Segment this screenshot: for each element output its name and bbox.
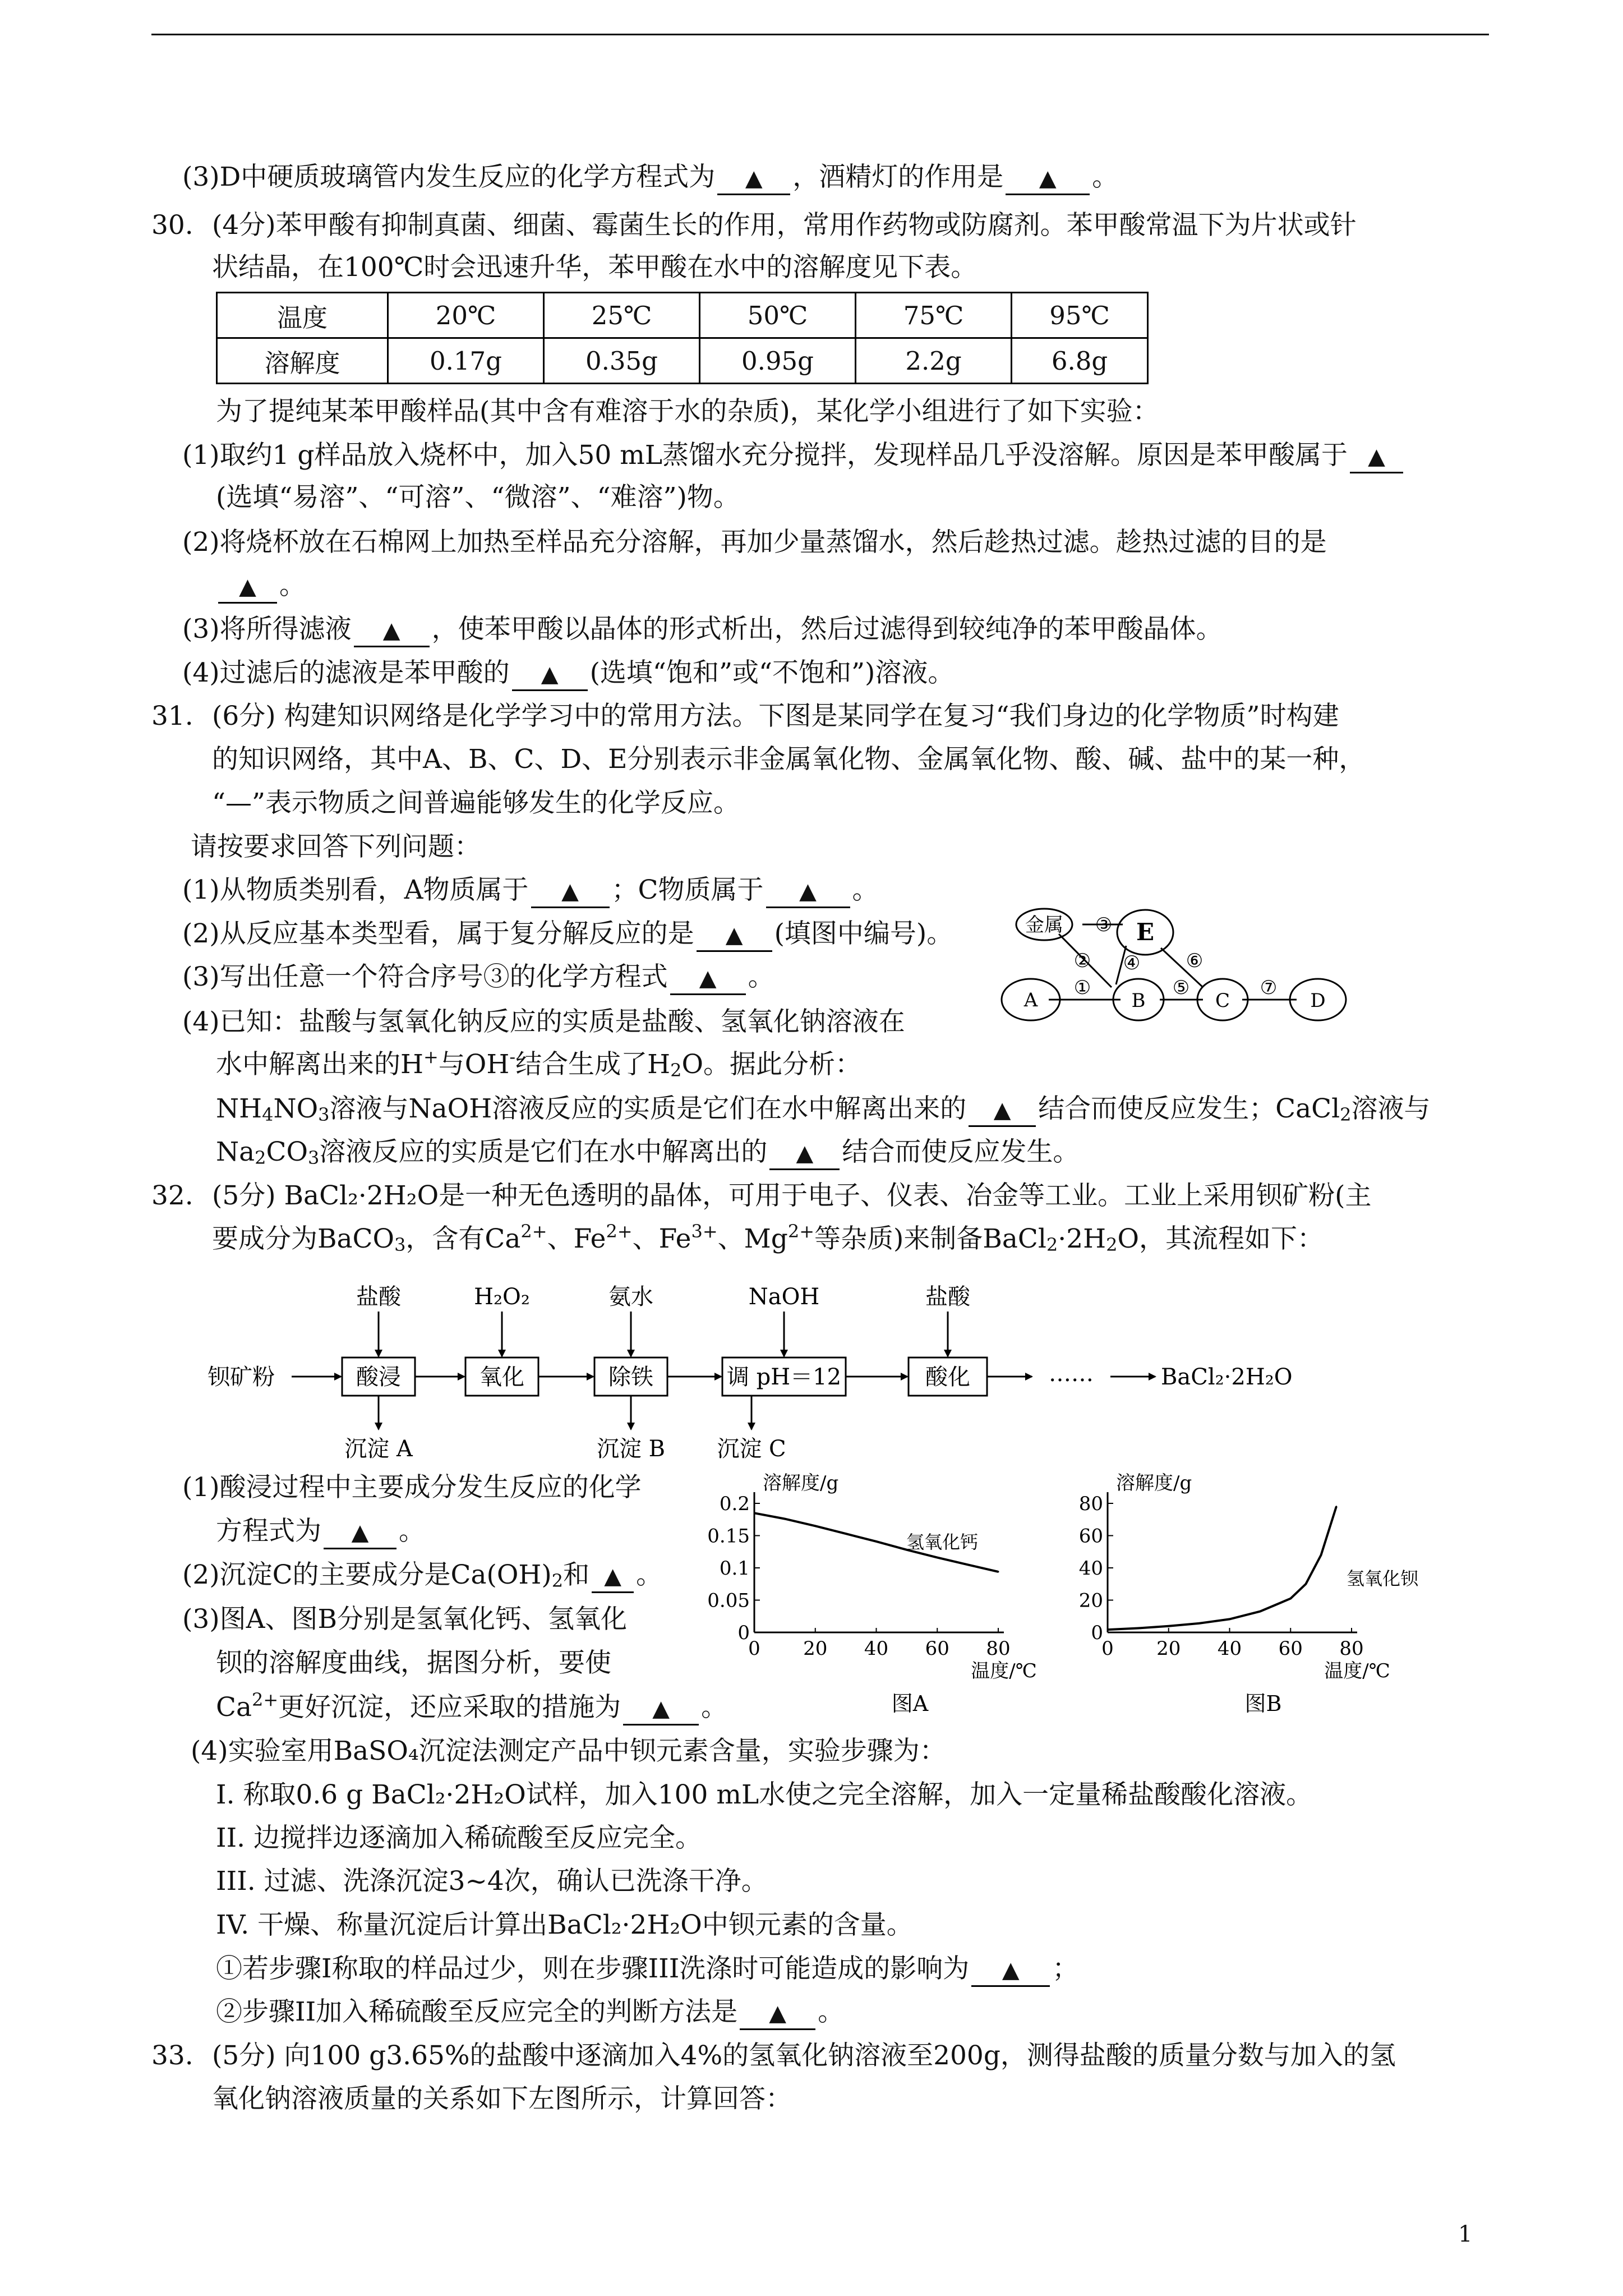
q31-p3-text: (3)写出任意一个符合序号③的化学方程式 bbox=[182, 961, 668, 992]
data-point bbox=[1290, 1598, 1292, 1599]
series-label: 氢氧化钡 bbox=[1346, 1568, 1419, 1589]
q31-p4-line3 bbox=[216, 1091, 1431, 1127]
subscript: 2 bbox=[1340, 1104, 1352, 1125]
x-tick-label: 0 bbox=[1101, 1637, 1114, 1660]
table-row bbox=[217, 293, 1148, 338]
q32-question-a bbox=[216, 1951, 1078, 1987]
answer-blank[interactable] bbox=[969, 1094, 1036, 1127]
punct: 。 bbox=[818, 1996, 845, 2027]
y-tick-label: 0 bbox=[737, 1622, 750, 1644]
q30-p3-text: (3)将所得滤液 bbox=[182, 614, 352, 645]
answer-triangle-icon: ▲ bbox=[699, 965, 717, 991]
data-point bbox=[1259, 1611, 1261, 1612]
node-B-label: B bbox=[1131, 990, 1146, 1012]
q30-line1: (4分)苯甲酸有抑制真菌、细菌、霉菌生长的作用，常用作药物或防腐剂。苯甲酸常温下为片状或针 bbox=[212, 210, 1357, 241]
process-flow-diagram bbox=[191, 1279, 1368, 1464]
q30-p1 bbox=[182, 438, 1405, 473]
x-axis-label: 温度/℃ bbox=[971, 1660, 1037, 1682]
subscript: 2 bbox=[1106, 1234, 1118, 1255]
answer-triangle-icon: ▲ bbox=[993, 1097, 1011, 1123]
text: 溶液与 bbox=[1351, 1093, 1431, 1124]
text: CO bbox=[266, 1137, 308, 1167]
text: 方程式为 bbox=[216, 1516, 321, 1547]
text: O。据此分析： bbox=[681, 1049, 862, 1080]
text: 、Mg bbox=[717, 1223, 788, 1254]
series-label: 氢氧化钙 bbox=[906, 1531, 979, 1553]
x-tick-label: 40 bbox=[1217, 1637, 1242, 1660]
flow-start-label: 钡矿粉 bbox=[208, 1364, 275, 1390]
text: 等杂质)来制备BaCl bbox=[814, 1223, 1046, 1254]
answer-blank[interactable] bbox=[971, 1954, 1050, 1987]
data-point bbox=[1107, 1629, 1109, 1631]
node-C-label: C bbox=[1215, 990, 1230, 1012]
q30-p2-line2 bbox=[216, 568, 306, 604]
answer-triangle-icon: ▲ bbox=[769, 2000, 787, 2026]
answer-triangle-icon: ▲ bbox=[1002, 1957, 1020, 1983]
data-point bbox=[1275, 1604, 1276, 1606]
q32-step2: II. 边搅拌边逐滴加入稀硫酸至反应完全。 bbox=[216, 1823, 702, 1853]
y-tick-label: 0.2 bbox=[719, 1493, 750, 1515]
answer-blank[interactable] bbox=[717, 162, 790, 195]
subscript: 3 bbox=[394, 1234, 406, 1255]
q30-p1-line2: (选填“易溶”、“可溶”、“微溶”、“难溶”)物。 bbox=[216, 482, 740, 513]
y-tick-label: 80 bbox=[1078, 1493, 1103, 1515]
table-cell: 0.17g bbox=[388, 338, 544, 384]
answer-triangle-icon: ▲ bbox=[541, 661, 559, 687]
q30-number: 30. bbox=[151, 210, 193, 241]
x-tick-label: 20 bbox=[803, 1637, 828, 1660]
q31-p1 bbox=[182, 872, 879, 908]
y-tick-label: 0.05 bbox=[707, 1589, 750, 1612]
answer-triangle-icon: ▲ bbox=[725, 922, 743, 948]
q30-p4-text: (4)过滤后的滤液是苯甲酸的 bbox=[182, 657, 510, 688]
answer-triangle-icon: ▲ bbox=[745, 165, 763, 191]
table-cell: 20℃ bbox=[388, 293, 544, 338]
q33-line2: 氧化钠溶液质量的关系如下左图所示，计算回答： bbox=[212, 2083, 792, 2114]
answer-blank[interactable] bbox=[766, 875, 850, 908]
q32-p2 bbox=[182, 1557, 662, 1593]
step-label: 酸浸 bbox=[356, 1364, 401, 1390]
answer-triangle-icon: ▲ bbox=[652, 1696, 670, 1722]
answer-blank[interactable] bbox=[354, 614, 430, 647]
y-tick-label: 0.1 bbox=[719, 1557, 750, 1580]
subscript: 2 bbox=[1046, 1234, 1058, 1255]
answer-triangle-icon: ▲ bbox=[796, 1140, 814, 1166]
text: (2)沉淀C的主要成分是Ca(OH) bbox=[182, 1559, 552, 1590]
q31-p2-text: (2)从反应基本类型看，属于复分解反应的是 bbox=[182, 918, 694, 949]
reagent-label: 盐酸 bbox=[356, 1284, 401, 1310]
q29-part3 bbox=[182, 159, 1118, 195]
answer-blank[interactable] bbox=[531, 875, 610, 908]
chart-b-plot bbox=[1079, 1472, 1419, 1716]
data-point bbox=[1320, 1554, 1322, 1556]
q31-line2: 的知识网络，其中A、B、C、D、E分别表示非金属氧化物、金属氧化物、酸、碱、盐中的某一种， bbox=[212, 744, 1366, 775]
q32-p3-line2: 钡的溶解度曲线，据图分析，要使 bbox=[216, 1648, 611, 1678]
chart-b-barium-hydroxide bbox=[1066, 1472, 1424, 1717]
q31-p2-text2: (填图中编号)。 bbox=[774, 918, 953, 949]
top-rule bbox=[151, 34, 1489, 35]
answer-triangle-icon: ▲ bbox=[239, 574, 256, 600]
edge-label-7: ⑦ bbox=[1260, 977, 1278, 999]
q30-p3 bbox=[182, 611, 1223, 647]
text: 结合而使反应发生；CaCl bbox=[1038, 1093, 1340, 1124]
text: 与OH bbox=[438, 1049, 510, 1080]
x-tick-label: 40 bbox=[864, 1637, 889, 1660]
q31-p1-text: (1)从物质类别看，A物质属于 bbox=[182, 875, 529, 905]
subscript: 3 bbox=[308, 1147, 320, 1168]
chart-a-plot bbox=[707, 1472, 1036, 1716]
text: ·2H bbox=[1058, 1223, 1106, 1254]
text: ①若步骤I称取的样品过少，则在步骤III洗涤时可能造成的影响为 bbox=[216, 1953, 970, 1984]
reagent-label: 氨水 bbox=[608, 1284, 653, 1310]
data-point bbox=[754, 1512, 755, 1514]
table-cell: 温度 bbox=[217, 293, 388, 338]
edge-label-4: ④ bbox=[1123, 952, 1141, 974]
data-point bbox=[1168, 1625, 1169, 1627]
data-point bbox=[1335, 1506, 1337, 1507]
series-line bbox=[1108, 1507, 1336, 1630]
q32-p4-head: (4)实验室用BaSO₄沉淀法测定产品中钡元素含量，实验步骤为： bbox=[191, 1736, 946, 1766]
text: 溶液与NaOH溶液反应的实质是它们在水中解离出来的 bbox=[329, 1093, 967, 1124]
text: 和 bbox=[563, 1559, 590, 1590]
q31-line1: (6分) 构建知识网络是化学学习中的常用方法。下图是某同学在复习“我们身边的化学物质”时构建 bbox=[212, 701, 1339, 731]
superscript: 2+ bbox=[251, 1689, 279, 1710]
page-number: 1 bbox=[1458, 2221, 1473, 2247]
q31-p1-text2: ；C物质属于 bbox=[611, 875, 764, 905]
q32-step3: III. 过滤、洗涤沉淀3~4次，确认已洗涤干净。 bbox=[216, 1866, 768, 1897]
answer-triangle-icon: ▲ bbox=[351, 1520, 369, 1545]
subscript: 2 bbox=[551, 1570, 564, 1591]
flow-ellipsis: …… bbox=[1049, 1361, 1094, 1387]
q32-p1-line2 bbox=[216, 1513, 425, 1549]
answer-triangle-icon: ▲ bbox=[799, 878, 817, 904]
data-point bbox=[1198, 1622, 1200, 1624]
q31-line3: “—”表示物质之间普遍能够发生的化学反应。 bbox=[212, 788, 740, 818]
answer-triangle-icon: ▲ bbox=[604, 1563, 621, 1589]
superscript: 3+ bbox=[691, 1221, 718, 1242]
q30-p2-line1: (2)将烧杯放在石棉网上加热至样品充分溶解，再加少量蒸馏水，然后趁热过滤。趁热过滤的目的是 bbox=[182, 527, 1327, 558]
q30-p4 bbox=[182, 655, 954, 691]
superscript: 2+ bbox=[606, 1221, 633, 1242]
x-tick-label: 0 bbox=[748, 1637, 760, 1660]
q30-p4-text2: (选填“饱和”或“不饱和”)溶液。 bbox=[589, 657, 955, 688]
table-cell: 25℃ bbox=[544, 293, 700, 338]
q31-p4-line2 bbox=[216, 1047, 861, 1083]
text: 、Fe bbox=[547, 1223, 606, 1254]
precipitate-label: 沉淀 C bbox=[717, 1436, 786, 1462]
text: 溶液反应的实质是它们在水中解离出的 bbox=[319, 1137, 768, 1167]
data-point bbox=[967, 1564, 969, 1566]
q30-p3-text2: ，使苯甲酸以晶体的形式析出，然后过滤得到较纯净的苯甲酸晶体。 bbox=[431, 614, 1223, 645]
x-tick-label: 60 bbox=[925, 1637, 949, 1660]
precipitate-label: 沉淀 A bbox=[344, 1436, 413, 1462]
knowledge-network-diagram bbox=[998, 909, 1363, 1055]
superscript: 2+ bbox=[520, 1221, 547, 1242]
table-cell: 溶解度 bbox=[217, 338, 388, 384]
answer-blank[interactable] bbox=[218, 570, 277, 604]
table-cell: 50℃ bbox=[700, 293, 856, 338]
precipitate-label: 沉淀 B bbox=[596, 1436, 666, 1462]
chart-title: 图B bbox=[1244, 1691, 1282, 1716]
q32-p3-line1: (3)图A、图B分别是氢氧化钙、氢氧化 bbox=[182, 1604, 628, 1635]
q32-number: 32. bbox=[151, 1180, 193, 1211]
punct: 。 bbox=[701, 1692, 728, 1723]
punct: 。 bbox=[852, 875, 879, 905]
punct: ； bbox=[1052, 1953, 1079, 1984]
solubility-table bbox=[216, 292, 1149, 384]
flow-product-label: BaCl₂·2H₂O bbox=[1161, 1364, 1293, 1390]
data-point bbox=[1229, 1618, 1230, 1620]
table-row bbox=[217, 338, 1148, 384]
table-cell: 75℃ bbox=[856, 293, 1012, 338]
text: 结合而使反应发生。 bbox=[842, 1137, 1080, 1167]
y-tick-label: 60 bbox=[1078, 1525, 1103, 1548]
text: 更好沉淀，还应采取的措施为 bbox=[278, 1692, 621, 1723]
text: NO bbox=[273, 1093, 319, 1124]
q31-p4-line4 bbox=[216, 1134, 1079, 1170]
superscript: - bbox=[509, 1046, 516, 1068]
reagent-label: NaOH bbox=[748, 1284, 820, 1310]
x-tick-label: 60 bbox=[1278, 1637, 1303, 1660]
table-cell: 2.2g bbox=[856, 338, 1012, 384]
x-tick-label: 20 bbox=[1156, 1637, 1181, 1660]
punct: 。 bbox=[748, 961, 774, 992]
punct: 。 bbox=[1092, 162, 1119, 192]
chart-title: 图A bbox=[891, 1691, 929, 1716]
answer-blank[interactable] bbox=[512, 658, 588, 691]
x-axis-label: 温度/℃ bbox=[1324, 1660, 1390, 1682]
data-point bbox=[845, 1533, 847, 1535]
q30-p1-text: (1)取约1 g样品放入烧杯中，加入50 mL蒸馏水充分搅拌，发现样品几乎没溶解。原因是苯甲酸属于 bbox=[182, 440, 1348, 471]
table-cell: 6.8g bbox=[1012, 338, 1148, 384]
y-tick-label: 20 bbox=[1078, 1589, 1103, 1612]
answer-blank[interactable] bbox=[592, 1560, 634, 1593]
answer-blank[interactable] bbox=[1006, 162, 1090, 195]
data-point bbox=[1137, 1627, 1139, 1629]
data-point bbox=[937, 1557, 938, 1558]
node-E-label: E bbox=[1136, 918, 1155, 946]
edge-label-2: ② bbox=[1073, 950, 1091, 972]
edge-label-1: ① bbox=[1073, 977, 1091, 999]
edge-label-5: ⑤ bbox=[1172, 977, 1190, 999]
y-tick-label: 0 bbox=[1091, 1622, 1103, 1644]
y-tick-label: 40 bbox=[1078, 1557, 1103, 1580]
q32-p1-line1: (1)酸浸过程中主要成分发生反应的化学 bbox=[182, 1472, 642, 1503]
data-point bbox=[875, 1540, 877, 1542]
node-metal-label: 金属 bbox=[1025, 914, 1063, 936]
q31-p2 bbox=[182, 916, 953, 952]
chart-a-calcium-hydroxide bbox=[707, 1472, 1060, 1717]
answer-blank[interactable] bbox=[697, 919, 772, 952]
q32-question-b bbox=[216, 1994, 844, 2030]
q32-line2 bbox=[212, 1221, 1324, 1257]
punct: 。 bbox=[279, 570, 306, 601]
x-tick-label: 80 bbox=[986, 1637, 1011, 1660]
step-label: 氧化 bbox=[479, 1364, 524, 1390]
q29-part3-text2: ，酒精灯的作用是 bbox=[792, 162, 1004, 192]
data-point bbox=[998, 1571, 999, 1572]
q30-intro: 为了提纯某苯甲酸样品(其中含有难溶于水的杂质)，某化学小组进行了如下实验： bbox=[216, 396, 1159, 427]
text: 结合生成了H bbox=[515, 1049, 671, 1080]
table-cell: 0.95g bbox=[700, 338, 856, 384]
data-point bbox=[1305, 1583, 1307, 1585]
superscript: 2+ bbox=[787, 1221, 815, 1242]
q32-p3-line3 bbox=[216, 1690, 727, 1726]
q33-number: 33. bbox=[151, 2040, 193, 2071]
y-axis-label: 溶解度/g bbox=[1116, 1472, 1192, 1494]
x-tick-label: 80 bbox=[1339, 1637, 1364, 1660]
step-label: 除铁 bbox=[608, 1364, 653, 1390]
node-D-label: D bbox=[1310, 990, 1326, 1012]
subscript: 2 bbox=[255, 1147, 266, 1168]
y-tick-label: 0.15 bbox=[707, 1525, 750, 1548]
answer-triangle-icon: ▲ bbox=[561, 878, 579, 904]
text: Na bbox=[216, 1137, 255, 1167]
q30-line2: 状结晶，在100℃时会迅速升华，苯甲酸在水中的溶解度见下表。 bbox=[212, 252, 978, 283]
step-label: 调 pH＝12 bbox=[726, 1364, 842, 1390]
q32-step1: I. 称取0.6 g BaCl₂·2H₂O试样，加入100 mL水使之完全溶解，加入一定量稀盐酸酸化溶液。 bbox=[216, 1779, 1313, 1810]
answer-blank[interactable] bbox=[1350, 440, 1403, 473]
edge-label-3: ③ bbox=[1095, 914, 1113, 936]
table-cell: 95℃ bbox=[1012, 293, 1148, 338]
text: NH bbox=[216, 1093, 262, 1124]
answer-blank[interactable] bbox=[623, 1692, 699, 1726]
reagent-label: 盐酸 bbox=[925, 1284, 970, 1310]
answer-blank[interactable] bbox=[740, 1997, 815, 2030]
text: ②步骤II加入稀硫酸至反应完全的判断方法是 bbox=[216, 1996, 738, 2027]
q29-part3-text: (3)D中硬质玻璃管内发生反应的化学方程式为 bbox=[182, 162, 716, 192]
y-axis-label: 溶解度/g bbox=[763, 1472, 839, 1494]
punct: 。 bbox=[399, 1516, 425, 1547]
q33-line1: (5分) 向100 g3.65%的盐酸中逐滴加入4%的氢氧化钠溶液至200g，测得盐酸的质量分数与加入的氢 bbox=[212, 2040, 1396, 2071]
q31-number: 31. bbox=[151, 701, 193, 731]
text: 要成分为BaCO bbox=[212, 1223, 395, 1254]
node-A-label: A bbox=[1023, 989, 1038, 1011]
q32-line1: (5分) BaCl₂·2H₂O是一种无色透明的晶体，可用于电子、仪表、冶金等工业。工业上采用钡矿粉(主 bbox=[212, 1180, 1372, 1211]
q31-p3 bbox=[182, 959, 774, 995]
table-cell: 0.35g bbox=[544, 338, 700, 384]
punct: 。 bbox=[636, 1559, 663, 1590]
answer-triangle-icon: ▲ bbox=[1368, 444, 1385, 470]
data-point bbox=[784, 1518, 786, 1520]
text: 、Fe bbox=[632, 1223, 691, 1254]
subscript: 3 bbox=[318, 1104, 330, 1125]
subscript: 4 bbox=[262, 1104, 274, 1125]
text: O，其流程如下： bbox=[1117, 1223, 1324, 1254]
subscript: 2 bbox=[670, 1060, 682, 1081]
text: ，含有Ca bbox=[405, 1223, 521, 1254]
answer-blank[interactable] bbox=[769, 1137, 840, 1170]
edge-label-6: ⑥ bbox=[1186, 950, 1204, 972]
superscript: + bbox=[423, 1046, 439, 1068]
q31-ask: 请按要求回答下列问题： bbox=[191, 831, 481, 862]
q32-step4: IV. 干燥、称量沉淀后计算出BaCl₂·2H₂O中钡元素的含量。 bbox=[216, 1910, 913, 1940]
answer-blank[interactable] bbox=[670, 962, 746, 995]
step-label: 酸化 bbox=[925, 1364, 970, 1390]
reagent-label: H₂O₂ bbox=[474, 1284, 530, 1310]
q31-p4-line1: (4)已知：盐酸与氢氧化钠反应的实质是盐酸、氢氧化钠溶液在 bbox=[182, 1006, 905, 1037]
answer-blank[interactable] bbox=[324, 1516, 396, 1549]
answer-triangle-icon: ▲ bbox=[1039, 165, 1057, 191]
answer-triangle-icon: ▲ bbox=[382, 618, 400, 643]
data-point bbox=[814, 1525, 816, 1527]
text: 水中解离出来的H bbox=[216, 1049, 423, 1080]
text: Ca bbox=[216, 1692, 252, 1723]
